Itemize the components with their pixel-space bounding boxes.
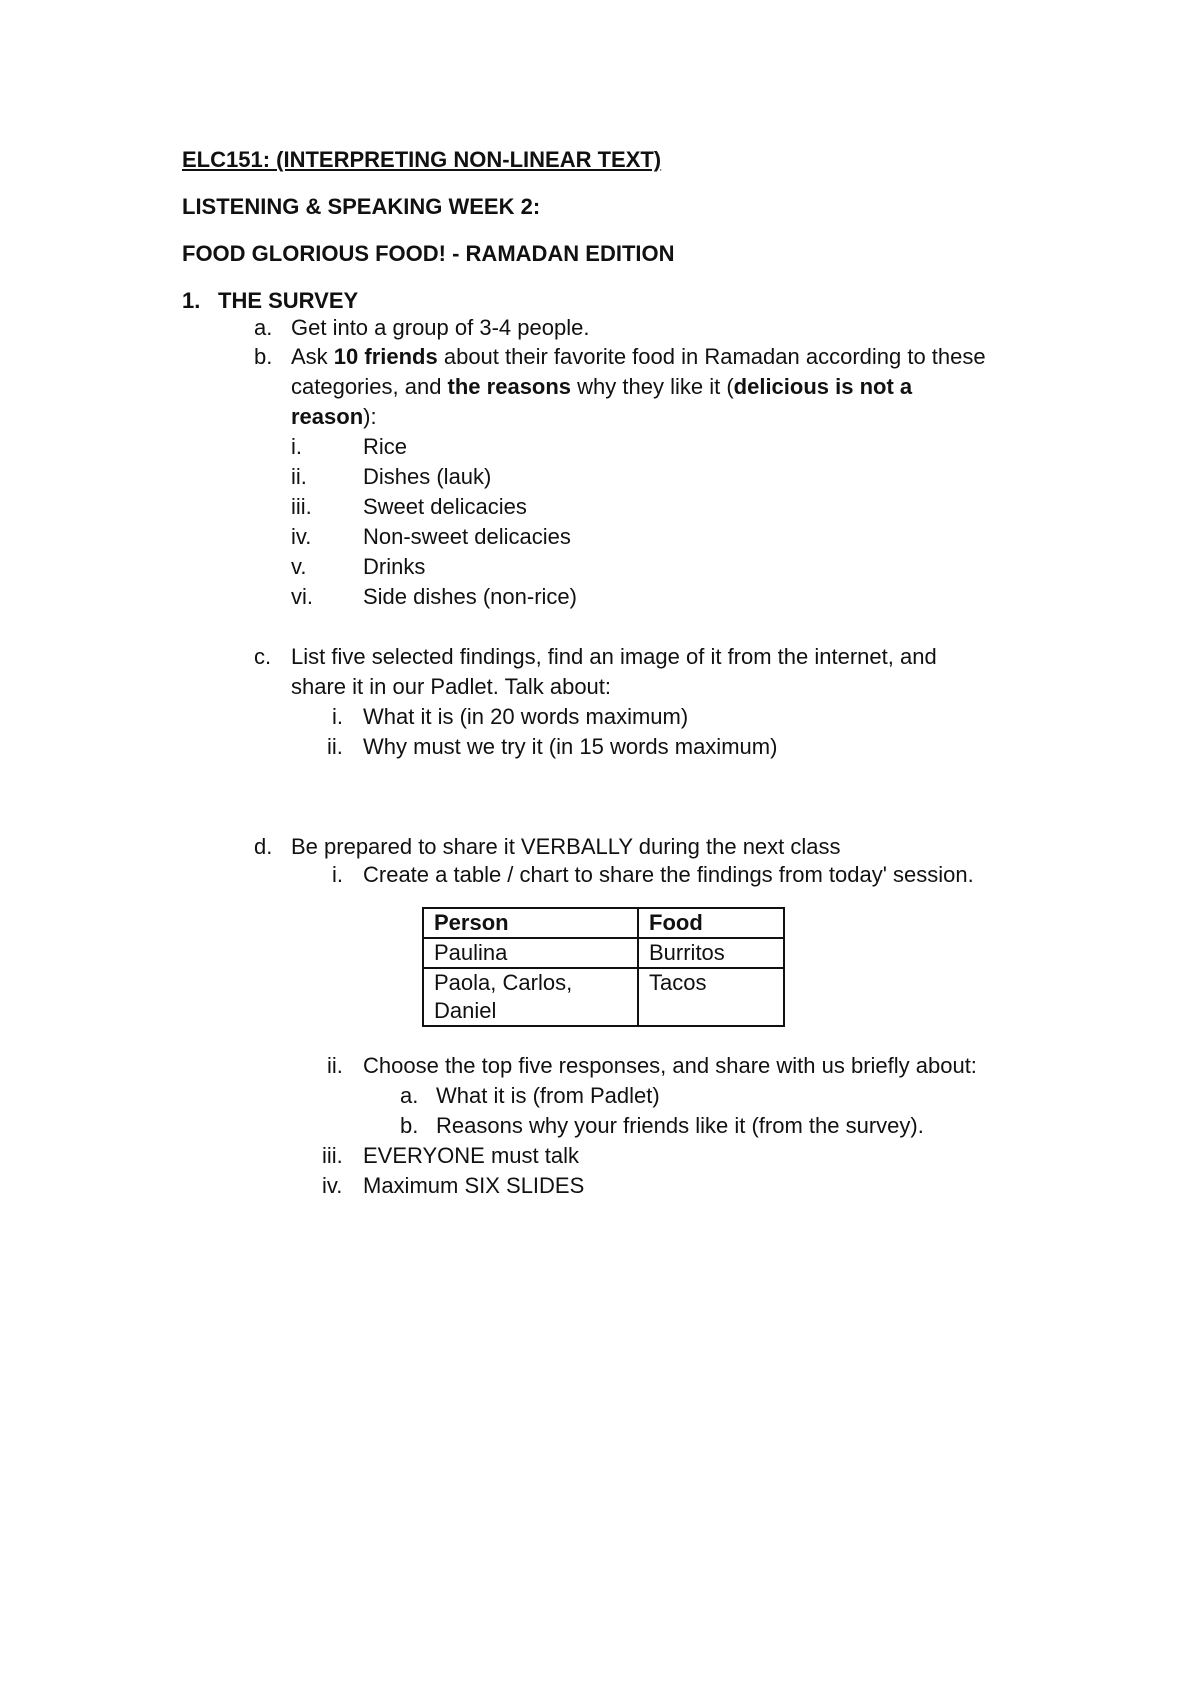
category-item: Sweet delicacies <box>363 494 527 519</box>
item-d-ii-text: Choose the top five responses, and share with us briefly about: <box>363 1053 977 1078</box>
item-d-marker: d. <box>254 834 273 859</box>
item-d-ii-marker: ii. <box>327 1053 343 1078</box>
item-d-iv-text: Maximum SIX SLIDES <box>363 1173 585 1198</box>
findings-table <box>422 907 785 1027</box>
table-cell-person: Paulina <box>423 938 638 968</box>
course-title: ELC151: (INTERPRETING NON-LINEAR TEXT) <box>182 147 662 172</box>
item-d-i-text: Create a table / chart to share the findings from today' session. <box>363 862 974 887</box>
table-row <box>423 938 784 968</box>
item-c-line1: List five selected findings, find an image of it from the internet, and <box>291 644 937 669</box>
delicious-note-emphasis: delicious is not a <box>733 374 913 399</box>
item-c-line2: share it in our Padlet. Talk about: <box>291 674 612 699</box>
category-marker: vi. <box>291 584 313 609</box>
table-cell-food: Burritos <box>638 938 784 968</box>
category-item: Non-sweet delicacies <box>363 524 571 549</box>
ten-friends-emphasis: 10 friends <box>333 344 438 369</box>
item-c-sub-text: Why must we try it (in 15 words maximum) <box>363 734 778 759</box>
item-d-iii-text: EVERYONE must talk <box>363 1143 579 1168</box>
item-b-marker: b. <box>254 344 273 369</box>
table-cell-food: Tacos <box>638 968 784 1026</box>
section-number: 1. <box>182 288 201 313</box>
category-marker: iv. <box>291 524 312 549</box>
category-marker: v. <box>291 554 307 579</box>
item-d-ii-sub-marker: a. <box>400 1083 419 1108</box>
category-item: Side dishes (non-rice) <box>363 584 577 609</box>
category-marker: iii. <box>291 494 312 519</box>
table-row <box>423 968 784 1026</box>
item-b-line3: reason): <box>291 404 377 429</box>
category-item: Dishes (lauk) <box>363 464 492 489</box>
item-b-line2: categories, and the reasons why they like it (delicious is not a <box>291 374 913 399</box>
item-b-line1: Ask 10 friends about their favorite food in Ramadan according to these <box>291 344 986 369</box>
item-a-marker: a. <box>254 315 273 340</box>
category-item: Rice <box>363 434 408 459</box>
item-d-ii-sub-text: Reasons why your friends like it (from the survey). <box>436 1113 924 1138</box>
category-marker: ii. <box>291 464 307 489</box>
week-title: LISTENING & SPEAKING WEEK 2: <box>182 194 541 219</box>
topic-title: FOOD GLORIOUS FOOD! - RAMADAN EDITION <box>182 241 675 266</box>
item-c-sub-marker: ii. <box>327 734 343 759</box>
item-c-marker: c. <box>254 644 272 669</box>
category-item: Drinks <box>363 554 426 579</box>
item-d-iii-marker: iii. <box>322 1143 343 1168</box>
table-header-person: Person <box>423 908 638 938</box>
reasons-emphasis: the reasons <box>447 374 572 399</box>
item-d-iv-marker: iv. <box>322 1173 343 1198</box>
table-header-food: Food <box>638 908 784 938</box>
item-c-sub-marker: i. <box>332 704 343 729</box>
item-d-ii-sub-text: What it is (from Padlet) <box>436 1083 660 1108</box>
category-marker: i. <box>291 434 302 459</box>
item-d-text: Be prepared to share it VERBALLY during the next class <box>291 834 841 859</box>
item-c-sub-text: What it is (in 20 words maximum) <box>363 704 689 729</box>
item-d-ii-sub-marker: b. <box>400 1113 419 1138</box>
item-a-text: Get into a group of 3-4 people. <box>291 315 590 340</box>
table-header-row <box>423 908 784 938</box>
item-d-i-marker: i. <box>332 862 343 887</box>
section-title: THE SURVEY <box>218 288 359 313</box>
table-cell-person: Paola, Carlos, Daniel <box>423 968 638 1026</box>
